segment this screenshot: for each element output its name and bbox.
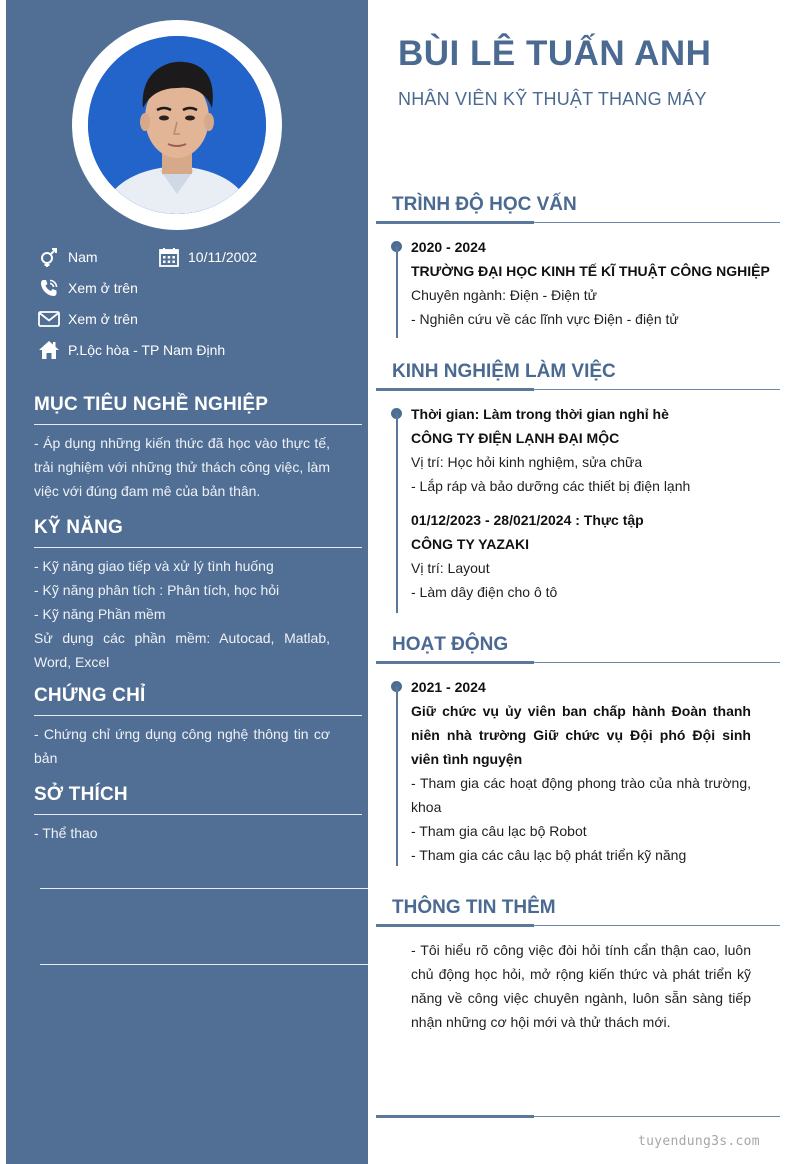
objective-divider [34,424,362,425]
hobbies-heading: SỞ THÍCH [34,784,128,805]
skills-divider [34,547,362,548]
activity-item: - Tham gia các hoạt động phong trào của nhà trường, khoa [411,775,751,815]
phone-value: Xem ở trên [68,280,138,296]
activities-heading: HOẠT ĐỘNG [392,634,509,655]
phone-row [38,277,138,299]
email-row [38,308,138,330]
job-position: Vị trí: Học hỏi kinh nghiệm, sửa chữa [411,454,643,470]
activities-divider-accent [376,661,534,664]
avatar [88,36,266,214]
candidate-title: NHÂN VIÊN KỸ THUẬT THANG MÁY [398,89,707,109]
skill-item: - Kỹ năng giao tiếp và xử lý tình huống [34,558,274,574]
activities-role: Giữ chức vụ ủy viên ban chấp hành Đoàn thanh niên nhà trường Giữ chức vụ Đội phó Đội sinh viên tình nguyện [411,703,751,767]
education-divider-accent [376,221,534,224]
certificates-text: - Chứng chỉ ứng dụng công nghệ thông tin cơ bản [34,726,330,766]
job-position: Vị trí: Layout [411,560,490,576]
job-company: CÔNG TY YAZAKI [411,536,529,552]
skill-item: Sử dụng các phần mềm: Autocad, Matlab, Word, Excel [34,630,330,670]
gender-icon [38,246,60,268]
job-period: Thời gian: Làm trong thời gian nghỉ hè [411,406,669,422]
timeline-line [396,686,398,866]
calendar-icon [158,246,180,268]
job-detail: - Lắp ráp và bảo dưỡng các thiết bị điện lạnh [411,478,691,494]
objective-heading: MỤC TIÊU NGHỀ NGHIỆP [34,394,269,415]
job-detail: - Làm dây điện cho ô tô [411,584,558,600]
skills-list [34,554,330,674]
gender-row [38,246,98,268]
gender-value: Nam [68,249,98,265]
certificates-heading: CHỨNG CHỈ [34,685,146,706]
extra-divider-accent [376,924,534,927]
birthdate-value: 10/11/2002 [188,249,258,265]
email-icon [38,308,60,330]
phone-icon [38,277,60,299]
education-heading: TRÌNH ĐỘ HỌC VẤN [392,194,577,215]
activities-period: 2021 - 2024 [411,679,486,695]
skill-item: - Kỹ năng Phần mềm [34,606,166,622]
bottom-divider-accent [376,1115,534,1118]
job-period: 01/12/2023 - 28/021/2024 : Thực tập [411,512,644,528]
timeline-line [396,413,398,613]
education-major: Chuyên ngành: Điện - Điện tử [411,287,598,303]
timeline-line [396,246,398,338]
skills-heading: KỸ NĂNG [34,517,124,538]
experience-heading: KINH NGHIỆM LÀM VIỆC [392,361,616,382]
experience-divider-accent [376,388,534,391]
skill-item: - Kỹ năng phân tích : Phân tích, học hỏi [34,582,280,598]
certificates-divider [34,715,362,716]
hobbies-divider [34,814,362,815]
activity-item: - Tham gia câu lạc bộ Robot [411,823,587,839]
home-icon [38,339,60,361]
hobbies-separator [40,888,368,889]
hobby-item: - Thể thao [34,825,98,841]
objective-text: - Áp dụng những kiến thức đã học vào thực tế, trải nghiệm với những thử thách công việc, làm việc với đúng đam mê của bản thân. [34,435,330,499]
profile-photo [88,36,266,214]
education-detail: - Nghiên cứu về các lĩnh vực Điện - điện tử [411,311,679,327]
candidate-name: BÙI LÊ TUẤN ANH [398,34,712,73]
education-period: 2020 - 2024 [411,239,486,255]
education-school: TRƯỜNG ĐẠI HỌC KINH TẾ KĨ THUẬT CÔNG NGHIỆP [411,263,770,279]
activity-item: - Tham gia các câu lạc bộ phát triển kỹ năng [411,847,687,863]
hobbies-separator [40,964,368,965]
birthdate-row [158,246,257,268]
email-value: Xem ở trên [68,311,138,327]
address-row [38,339,225,361]
watermark: tuyendung3s.com [638,1134,760,1149]
extra-heading: THÔNG TIN THÊM [392,897,556,918]
extra-text: - Tôi hiểu rõ công việc đòi hỏi tính cẩn thận cao, luôn chủ động học hỏi, mở rộng kiến thức và phát triển kỹ năng về công việc chuyên ngành, luôn sẵn sàng tiếp nhận những cơ hội mới và thử thách mới. [411,942,751,1030]
address-value: P.Lộc hòa - TP Nam Định [68,342,226,358]
job-company: CÔNG TY ĐIỆN LẠNH ĐẠI MỘC [411,430,620,446]
